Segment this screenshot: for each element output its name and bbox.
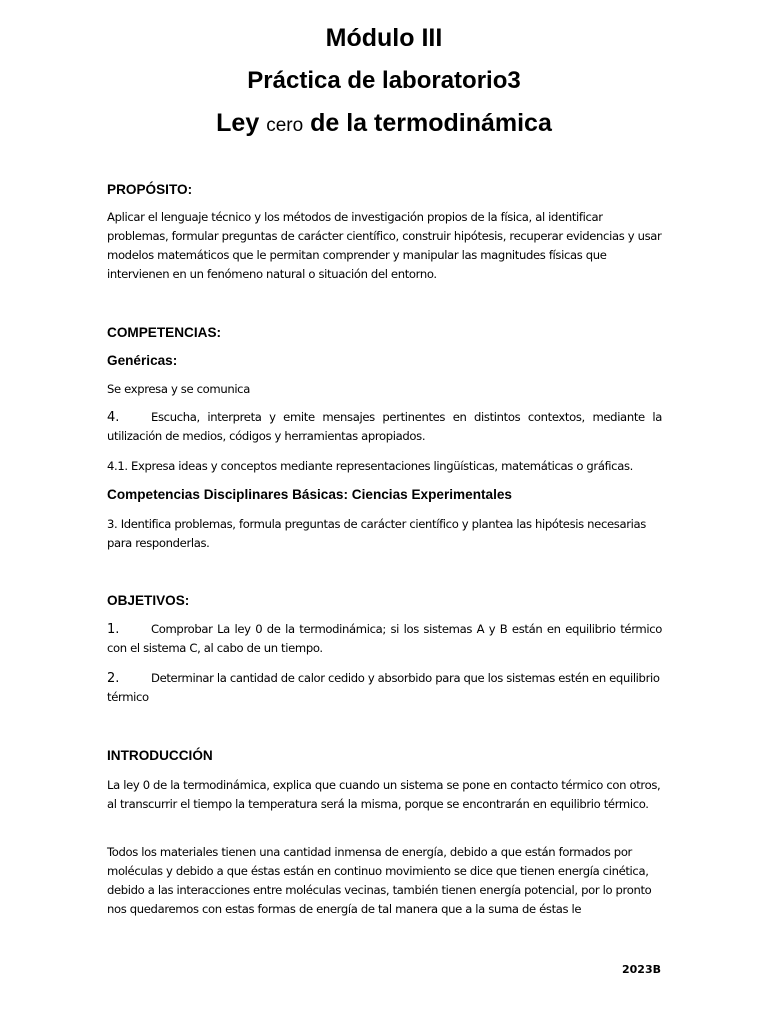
competencia-item-4-text: Escucha, interpreta y emite mensajes pertinentes en distintos contextos, mediante la utilización de medios, códigos y herramientas apropiados. <box>107 410 662 443</box>
law-title-cero: cero <box>266 115 304 136</box>
objetivo-item-1 <box>107 620 662 658</box>
competencia-item-4-1: 4.1. Expresa ideas y conceptos mediante representaciones lingüísticas, matemáticas o gráficas. <box>107 459 633 473</box>
proposito-heading: PROPÓSITO: <box>107 182 193 197</box>
objetivo-item-2-number: 2. <box>107 671 120 686</box>
competencias-heading: COMPETENCIAS: <box>107 325 222 340</box>
module-title: Módulo III <box>325 24 443 52</box>
introduccion-paragraph-2: Todos los materiales tienen una cantidad inmensa de energía, debido a que están formados por moléculas y debido a que éstas están en continuo movimiento se dice que tienen energía cinética, debido a las interacciones entre moléculas vecinas, también tienen energía potencial, por lo pronto nos quedaremos con estas formas de energía de tal manera que a la suma de éstas le <box>107 845 652 916</box>
footer-period: 2023B <box>622 963 661 976</box>
competencia-item-4-number: 4. <box>107 410 120 425</box>
objetivo-item-1-number: 1. <box>107 622 120 637</box>
practice-title: Práctica de laboratorio3 <box>247 67 521 94</box>
law-title-ley: Ley <box>216 109 260 137</box>
competencia-item-4 <box>107 408 662 446</box>
law-title-rest: de la termodinámica <box>310 109 552 137</box>
objetivos-heading: OBJETIVOS: <box>107 593 190 608</box>
introduccion-paragraph-1: La ley 0 de la termodinámica, explica que cuando un sistema se pone en contacto térmico con otros, al transcurrir el tiempo la temperatura será la misma, porque se encontrarán en equilibrio térmico. <box>107 778 661 811</box>
disciplinares-heading: Competencias Disciplinares Básicas: Ciencias Experimentales <box>107 487 512 502</box>
objetivo-item-2-text: Determinar la cantidad de calor cedido y absorbido para que los sistemas estén en equilibrio térmico <box>107 671 660 704</box>
proposito-text: Aplicar el lenguaje técnico y los métodos de investigación propios de la física, al identificar problemas, formular preguntas de carácter científico, construir hipótesis, recuperar evidencias y usar modelos matemáticos que le permitan comprender y manipular las magnitudes físicas que intervienen en un fenómeno natural o situación del entorno. <box>107 210 662 281</box>
disciplinares-text: 3. Identifica problemas, formula preguntas de carácter científico y plantea las hipótesis necesarias para responderlas. <box>107 517 646 550</box>
introduccion-heading: INTRODUCCIÓN <box>107 748 213 763</box>
genericas-intro: Se expresa y se comunica <box>107 382 250 396</box>
objetivo-item-1-text: Comprobar La ley 0 de la termodinámica; si los sistemas A y B están en equilibrio térmico con el sistema C, al cabo de un tiempo. <box>107 622 662 655</box>
objetivo-item-2 <box>107 669 662 707</box>
genericas-heading: Genéricas: <box>107 353 178 368</box>
law-title <box>0 109 768 138</box>
